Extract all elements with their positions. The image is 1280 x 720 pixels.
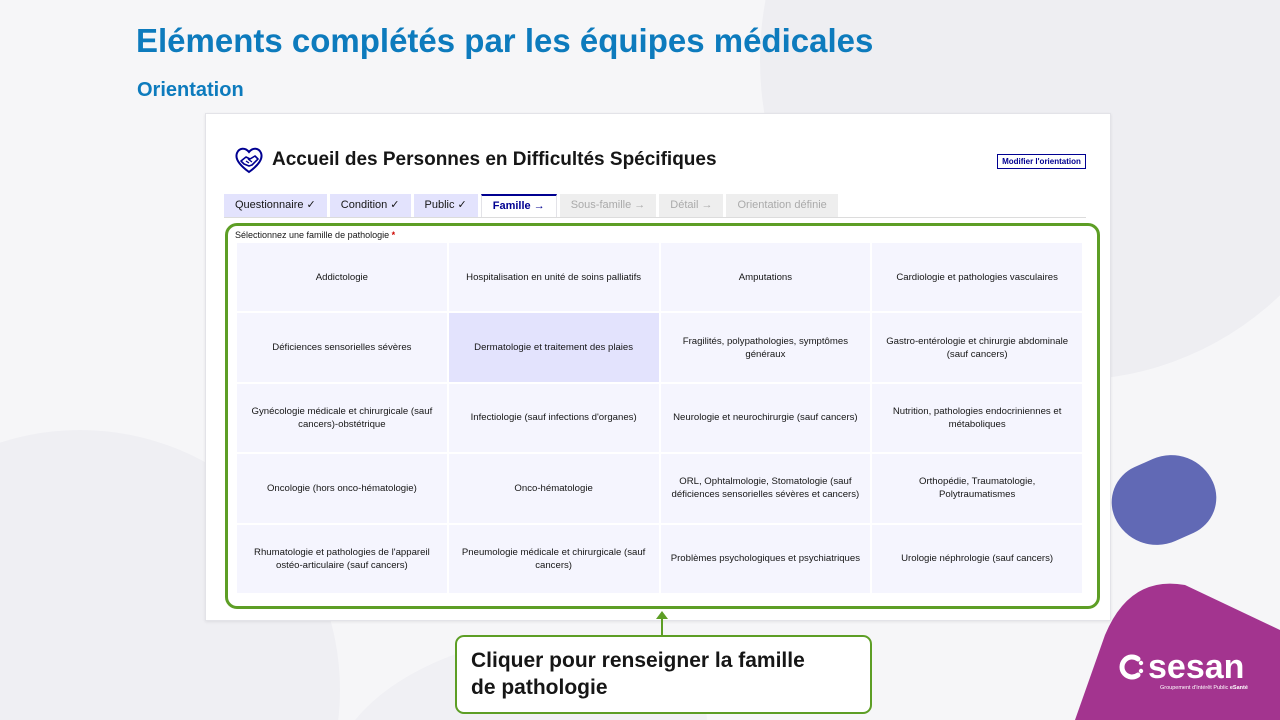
family-option[interactable]: Problèmes psychologiques et psychiatriques [661,525,871,593]
family-option[interactable]: Onco-hématologie [449,454,659,522]
callout-line-2: de pathologie [471,676,608,699]
family-option[interactable]: Oncologie (hors onco-hématologie) [237,454,447,522]
family-option[interactable]: Dermatologie et traitement des plaies [449,313,659,381]
tab-6: Détail → [659,194,723,217]
callout-box [455,635,872,714]
family-option[interactable]: Rhumatologie et pathologies de l'appareil ostéo-articulaire (sauf cancers) [237,525,447,593]
app-screenshot [205,113,1111,621]
logo-tagline [1160,685,1248,691]
family-option[interactable]: Fragilités, polypathologies, symptômes généraux [661,313,871,381]
family-option[interactable]: Hospitalisation en unité de soins palliatifs [449,243,659,311]
logo-wordmark [1118,648,1244,686]
logo-tagline-text: Groupement d'Intérêt Public [1160,685,1229,691]
family-option[interactable]: ORL, Ophtalmologie, Stomatologie (sauf déficiences sensorielles sévères et cancers) [661,454,871,522]
family-option[interactable]: Pneumologie médicale et chirurgicale (sauf cancers) [449,525,659,593]
family-option[interactable]: Orthopédie, Traumatologie, Polytraumatismes [872,454,1082,522]
family-option[interactable]: Déficiences sensorielles sévères [237,313,447,381]
tab-2[interactable]: Condition ✓ [330,194,411,217]
family-option[interactable]: Nutrition, pathologies endocriniennes et métaboliques [872,384,1082,452]
app-title: Accueil des Personnes en Difficultés Spécifiques [272,149,717,170]
family-option[interactable]: Gynécologie médicale et chirurgicale (sauf cancers)-obstétrique [237,384,447,452]
stepper-tabs [224,194,838,218]
family-option[interactable]: Gastro-entérologie et chirurgie abdominale (sauf cancers) [872,313,1082,381]
family-option[interactable]: Urologie néphrologie (sauf cancers) [872,525,1082,593]
decorative-pill-shape [1099,440,1228,559]
family-field-label [235,230,395,240]
family-option[interactable]: Amputations [661,243,871,311]
callout-line-1: Cliquer pour renseigner la famille [471,649,805,672]
tab-3[interactable]: Public ✓ [414,194,478,217]
slide-title: Eléments complétés par les équipes médicales [136,22,874,59]
app-header [234,146,717,174]
tabs-divider [224,217,1086,218]
required-marker: * [391,230,396,240]
sesan-logo-mark-icon [1118,653,1146,681]
family-option[interactable]: Addictologie [237,243,447,311]
slide-subtitle: Orientation [137,79,244,101]
arrow-up-icon [656,611,668,619]
family-grid [237,243,1082,593]
handshake-heart-icon [234,146,264,174]
family-option[interactable]: Cardiologie et pathologies vasculaires [872,243,1082,311]
sesan-logo [1118,648,1258,708]
tab-4[interactable]: Famille → [481,194,557,217]
tab-7: Orientation définie [726,194,837,217]
family-option[interactable]: Infectiologie (sauf infections d'organes) [449,384,659,452]
family-option[interactable]: Neurologie et neurochirurgie (sauf cancers) [661,384,871,452]
modify-orientation-button[interactable]: Modifier l'orientation [997,154,1086,169]
callout-connector [661,618,663,636]
logo-text: sesan [1148,648,1245,686]
tab-1[interactable]: Questionnaire ✓ [224,194,327,217]
field-label-text: Sélectionnez une famille de pathologie [235,230,390,240]
tab-5: Sous-famille → [560,194,657,217]
logo-tagline-brand: eSanté [1229,685,1248,691]
